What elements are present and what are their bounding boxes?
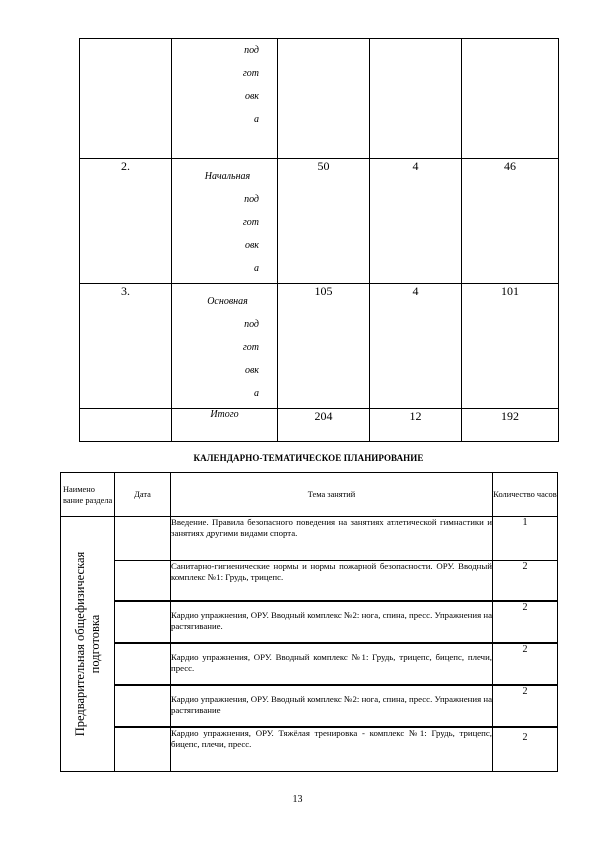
schedule-row bbox=[61, 517, 558, 561]
topic-cell: Кардио упражнения, ОРУ. Тяжёлая тренировка - комплекс №1: Грудь, трицепс, бицепс, плечи, пресс. bbox=[171, 727, 493, 772]
plan-row-theory: 4 bbox=[370, 284, 462, 409]
name-line: под bbox=[244, 194, 259, 205]
plan-row-number: 3. bbox=[80, 284, 172, 409]
header-hours: Количество часов bbox=[493, 473, 558, 517]
topic-cell: Кардио упражнения, ОРУ. Вводный комплекс №1: Грудь, трицепс, бицепс, плечи, пресс. bbox=[171, 643, 493, 685]
plan-row bbox=[80, 284, 559, 409]
schedule-row bbox=[61, 601, 558, 643]
hours-cell: 2 bbox=[493, 601, 558, 643]
hours-cell: 2 bbox=[493, 685, 558, 727]
plan-row-theory: 4 bbox=[370, 159, 462, 284]
header-section: Наимено вание раздела bbox=[61, 473, 115, 517]
date-cell bbox=[115, 561, 171, 601]
schedule-row bbox=[61, 685, 558, 727]
name-line: а bbox=[254, 388, 259, 399]
plan-row-practice: 101 bbox=[462, 284, 559, 409]
plan-row bbox=[80, 159, 559, 284]
plan-total-total: 204 bbox=[278, 409, 370, 442]
plan-row-name bbox=[172, 159, 278, 284]
name-line: Начальная bbox=[204, 171, 251, 182]
date-cell bbox=[115, 643, 171, 685]
schedule-header-row bbox=[61, 473, 558, 517]
name-line: а bbox=[254, 263, 259, 274]
hours-cell: 2 bbox=[493, 643, 558, 685]
plan-total-theory: 12 bbox=[370, 409, 462, 442]
name-line: под bbox=[244, 45, 259, 56]
schedule-row bbox=[61, 643, 558, 685]
name-line: а bbox=[254, 114, 259, 125]
topic-cell: Санитарно-гигиенические нормы и нормы пожарной безопасности. ОРУ. Вводный комплекс №1: Грудь, трицепс. bbox=[171, 561, 493, 601]
name-line: овк bbox=[244, 365, 259, 376]
name-line: овк bbox=[244, 240, 259, 251]
name-line: Основная bbox=[207, 296, 248, 307]
plan-total-practice: 192 bbox=[462, 409, 559, 442]
name-line: гот bbox=[242, 68, 259, 79]
section-name bbox=[73, 552, 103, 737]
schedule-title: КАЛЕНДАРНО-ТЕМАТИЧЕСКОЕ ПЛАНИРОВАНИЕ bbox=[193, 453, 424, 463]
schedule-table bbox=[60, 472, 558, 772]
plan-row-practice: 46 bbox=[462, 159, 559, 284]
plan-row-name bbox=[172, 39, 278, 159]
name-line: под bbox=[244, 319, 259, 330]
plan-row-number: 2. bbox=[80, 159, 172, 284]
plan-total-empty bbox=[80, 409, 172, 442]
plan-row bbox=[80, 39, 559, 159]
plan-total-row bbox=[80, 409, 559, 442]
schedule-row bbox=[61, 727, 558, 772]
topic-cell: Кардио упражнения, ОРУ. Вводный комплекс №2: нога, спина, пресс. Упражнения на растягивание. bbox=[171, 601, 493, 643]
date-cell bbox=[115, 601, 171, 643]
hours-cell: 1 bbox=[493, 517, 558, 561]
name-line: гот bbox=[242, 342, 259, 353]
plan-row-total: 105 bbox=[278, 284, 370, 409]
plan-row-practice bbox=[462, 39, 559, 159]
header-topic: Тема занятий bbox=[171, 473, 493, 517]
section-name-cell bbox=[61, 517, 115, 772]
plan-row-theory bbox=[370, 39, 462, 159]
topic-cell: Введение. Правила безопасного поведения на занятиях атлетической гимнастики и занятиях другими видами спорта. bbox=[171, 517, 493, 561]
plan-row-total bbox=[278, 39, 370, 159]
header-date: Дата bbox=[115, 473, 171, 517]
plan-total-label: Итого bbox=[172, 409, 278, 442]
section-name-line: подготовка bbox=[87, 614, 102, 674]
page-number: 13 bbox=[292, 794, 303, 805]
date-cell bbox=[115, 685, 171, 727]
topic-cell: Кардио упражнения, ОРУ. Вводный комплекс №2: нога, спина, пресс. Упражнения на растягивание bbox=[171, 685, 493, 727]
name-line: овк bbox=[244, 91, 259, 102]
plan-row-number bbox=[80, 39, 172, 159]
plan-table bbox=[79, 38, 559, 442]
name-line: гот bbox=[242, 217, 259, 228]
hours-cell: 2 bbox=[493, 561, 558, 601]
date-cell bbox=[115, 727, 171, 772]
hours-cell: 2 bbox=[493, 727, 558, 772]
plan-row-name bbox=[172, 284, 278, 409]
section-name-line: Предварительная общефизическая bbox=[72, 551, 87, 737]
plan-row-total: 50 bbox=[278, 159, 370, 284]
date-cell bbox=[115, 517, 171, 561]
schedule-row bbox=[61, 561, 558, 601]
